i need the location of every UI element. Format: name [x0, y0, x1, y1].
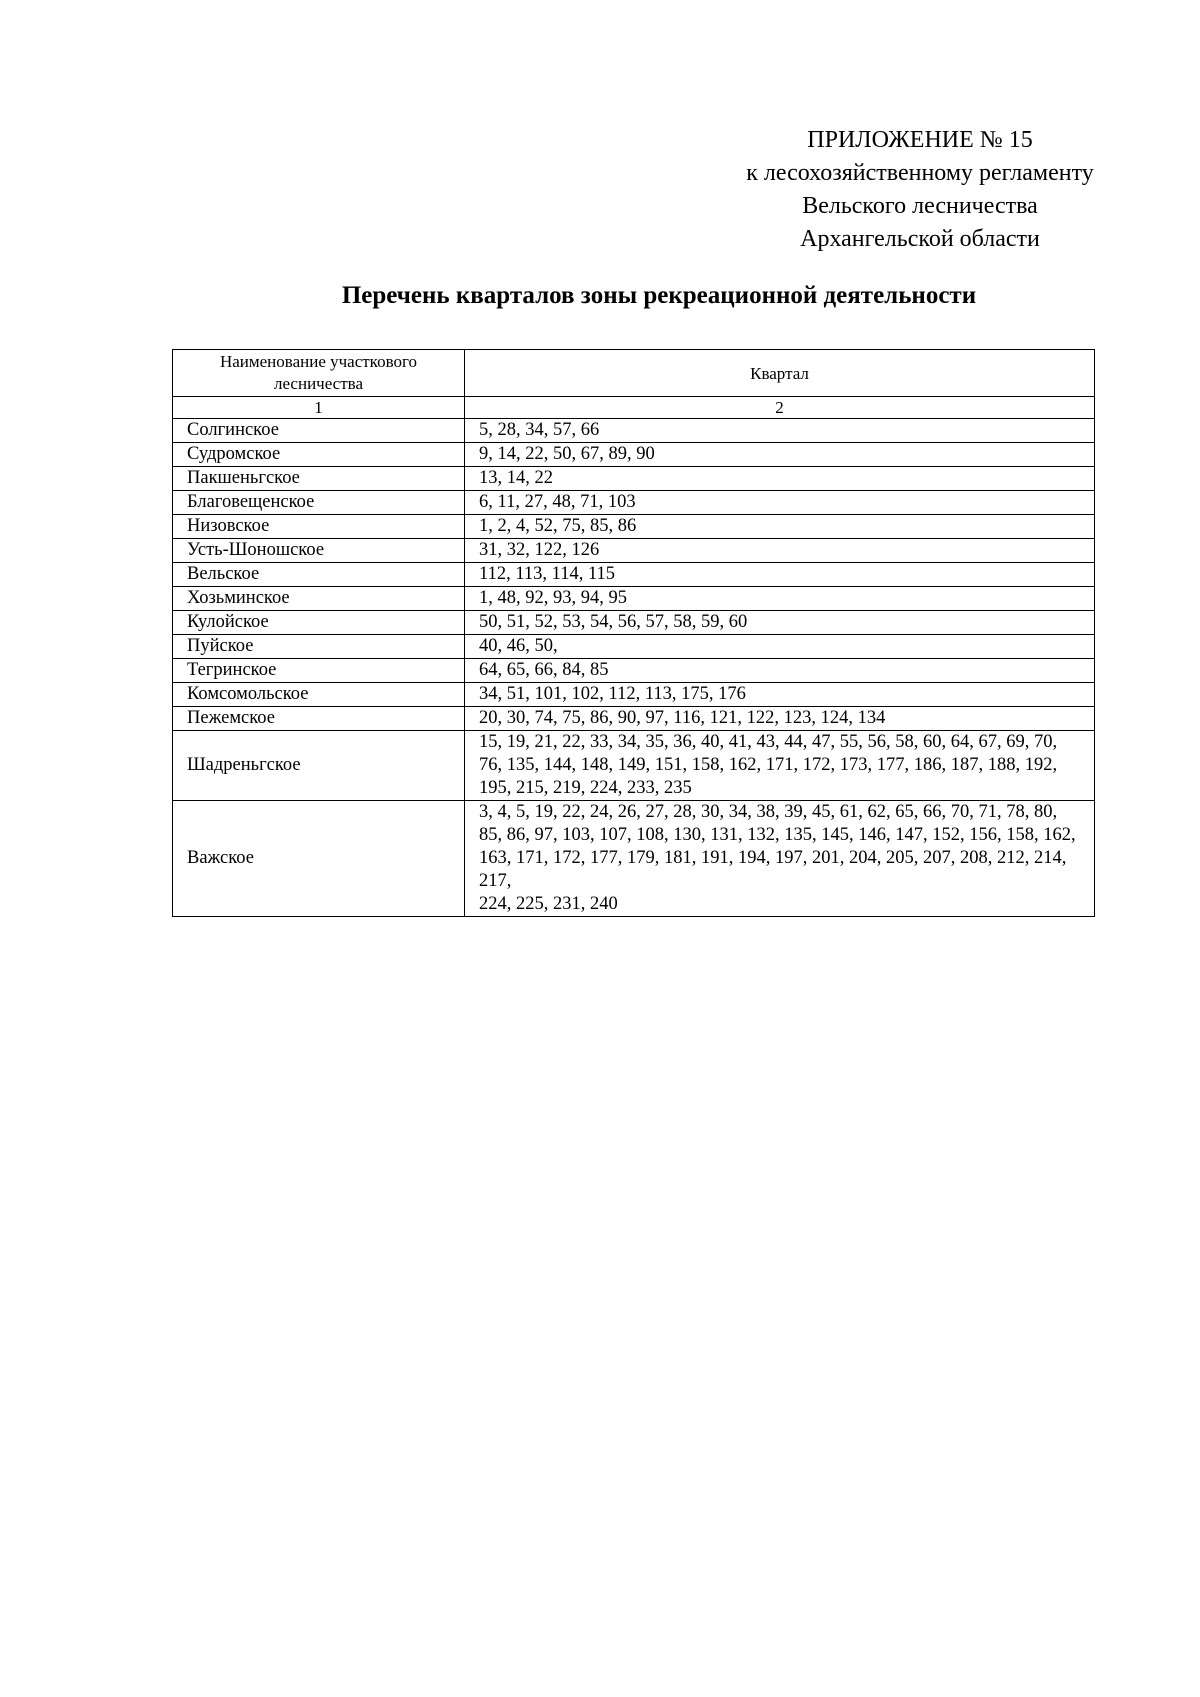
quarter-list: 34, 51, 101, 102, 112, 113, 175, 176 [465, 683, 1095, 707]
appendix-number: ПРИЛОЖЕНИЕ № 15 [807, 127, 1033, 153]
column-number-2: 2 [465, 397, 1095, 419]
forestry-name: Усть-Шоношское [173, 539, 465, 563]
table-row [173, 419, 1095, 443]
quarter-list [465, 801, 1095, 917]
table-row [173, 801, 1095, 917]
forestry-name: Важское [173, 801, 465, 917]
table-row [173, 563, 1095, 587]
table-column-numbers-row [173, 397, 1095, 419]
quarter-list: 13, 14, 22 [465, 467, 1095, 491]
forestry-name: Солгинское [173, 419, 465, 443]
forestry-name: Пакшеньгское [173, 467, 465, 491]
document-title: Перечень кварталов зоны рекреационной деятельности [341, 282, 977, 309]
forestry-name: Пежемское [173, 707, 465, 731]
quarter-list: 6, 11, 27, 48, 71, 103 [465, 491, 1095, 515]
appendix-reference: к лесохозяйственному регламенту [746, 160, 1094, 186]
quarter-list: 40, 46, 50, [465, 635, 1095, 659]
forestry-name: Благовещенское [173, 491, 465, 515]
table-row [173, 539, 1095, 563]
appendix-heading [690, 124, 1150, 256]
table-row [173, 611, 1095, 635]
quarter-list: 1, 48, 92, 93, 94, 95 [465, 587, 1095, 611]
quarter-list: 112, 113, 114, 115 [465, 563, 1095, 587]
quarter-list: 1, 2, 4, 52, 75, 85, 86 [465, 515, 1095, 539]
quarter-list: 15, 19, 21, 22, 33, 34, 35, 36, 40, 41, 43, 44, 47, 55, 56, 58, 60, 64, 67, 69, 70, 76, 135, 144, 148, 149, 151, 158, 162, 171, 172, 173, 177, 186, 187, 188, 192, 195, 215, 219, 224, 233, 235 [465, 731, 1095, 801]
forestry-name: Пуйское [173, 635, 465, 659]
quarter-list: 64, 65, 66, 84, 85 [465, 659, 1095, 683]
forestry-name: Тегринское [173, 659, 465, 683]
quarter-list: 5, 28, 34, 57, 66 [465, 419, 1095, 443]
table-row [173, 659, 1095, 683]
table-row [173, 635, 1095, 659]
forestry-name: Судромское [173, 443, 465, 467]
table-row [173, 707, 1095, 731]
quarter-list: 20, 30, 74, 75, 86, 90, 97, 116, 121, 122, 123, 124, 134 [465, 707, 1095, 731]
table-row [173, 491, 1095, 515]
quarter-list: 9, 14, 22, 50, 67, 89, 90 [465, 443, 1095, 467]
forestry-name: Кулойское [173, 611, 465, 635]
quarter-list: 31, 32, 122, 126 [465, 539, 1095, 563]
column-number-1: 1 [173, 397, 465, 419]
table-row [173, 587, 1095, 611]
forestry-name: Вельское [173, 563, 465, 587]
table-row [173, 683, 1095, 707]
header-forestry-name: Наименование участкового лесничества [173, 350, 465, 397]
header-quarter: Квартал [465, 350, 1095, 397]
appendix-region: Архангельской области [800, 226, 1040, 252]
table-row [173, 467, 1095, 491]
quarters-table [172, 349, 1095, 917]
forestry-name: Комсомольское [173, 683, 465, 707]
forestry-name: Низовское [173, 515, 465, 539]
appendix-forestry: Вельского лесничества [802, 193, 1038, 219]
quarter-list: 50, 51, 52, 53, 54, 56, 57, 58, 59, 60 [465, 611, 1095, 635]
quarter-list-continuation: 224, 225, 231, 240 [479, 894, 618, 914]
table-header-row [173, 350, 1095, 397]
table-row [173, 731, 1095, 801]
table-row [173, 443, 1095, 467]
forestry-name: Хозьминское [173, 587, 465, 611]
quarter-list-part: 3, 4, 5, 19, 22, 24, 26, 27, 28, 30, 34, 38, 39, 45, 61, 62, 65, 66, 70, 71, 78, 80, 85, 86, 97, 103, 107, 108, 130, 131, 132, 135, 145, 146, 147, 152, 156, 158, 162, 163, 171, 172, 177, 179, 181, 191, 194, 197, 201, 204, 205, 207, 208, 212, 214, 217, [479, 802, 1076, 891]
forestry-name: Шадреньгское [173, 731, 465, 801]
table-row [173, 515, 1095, 539]
